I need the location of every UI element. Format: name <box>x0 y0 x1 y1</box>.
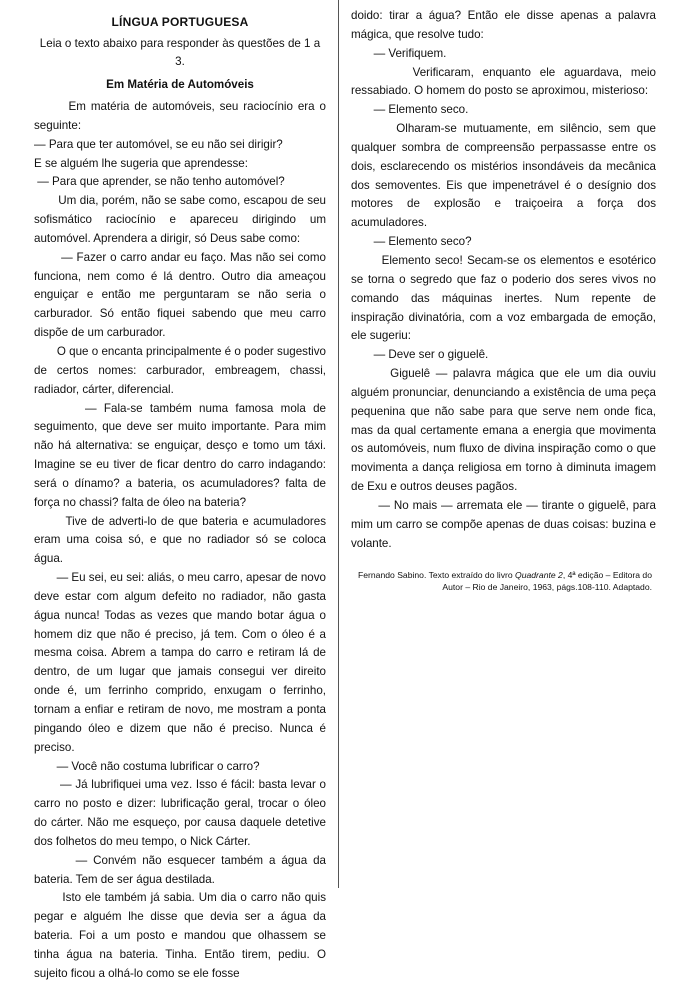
paragraph: — Eu sei, eu sei: aliás, o meu carro, apesar de novo deve estar com algum defeito no radiador, não gasta água nunca! Todas as vezes que mando botar água o homem diz que não é preciso, já tem. Com o óleo é a mesma coisa. Abrem a tampa do carro e retiram lá de dentro, de um lugar que jamais consegui ver direito onde é, um ferrinho comprido, enxugam o ferrinho, tornam a enfiar e retiram de novo, me mostram a ponta pingando óleo e dizem que não é preciso. Nunca é preciso. <box>34 571 330 754</box>
paragraph: Um dia, porém, não se sabe como, escapou de seu sofismático raciocínio e apareceu dirigindo um automóvel. Aprendera a dirigir, só Deus sabe como: <box>34 194 330 245</box>
paragraph: — Elemento seco. <box>351 103 469 117</box>
right-column <box>351 0 660 593</box>
paragraph: O que o encanta principalmente é o poder sugestivo de certos nomes: carburador, embreagem, chassi, radiador, cárter, diferencial. <box>34 344 330 396</box>
paragraph: — Para que ter automóvel, se eu não sei dirigir? <box>34 137 283 151</box>
text-title: Em Matéria de Automóveis <box>106 78 254 91</box>
paragraph: — Fazer o carro andar eu faço. Mas não sei como funciona, nem como é lá dentro. Outro dia ameaçou enguiçar e então me perguntaram se não seria o carburador. Só então fiquei sabendo que meu carro dispõe de um carburador. <box>34 250 330 340</box>
paragraph: Verificaram, enquanto ele aguardava, meio ressabiado. O homem do posto se aproximou, misterioso: <box>351 65 660 98</box>
paragraph: Olharam-se mutuamente, em silêncio, sem que qualquer sombra de compreensão perpassasse entre os dois, esclarecendo os mistérios insondáveis da mecânica dos semoventes. Eis que impenetrável é o desígnio dos motores de explosão e traiçoeira a força dos acumuladores. <box>351 122 660 230</box>
right-text-body <box>351 7 660 553</box>
paragraph: — Você não costuma lubrificar o carro? <box>34 759 260 773</box>
paragraph: — No mais — arremata ele — tirante o giguelê, para mim um carro se compõe apenas de duas coisas: buzina e volante. <box>351 498 660 550</box>
page-title: LÍNGUA PORTUGUESA <box>111 15 249 29</box>
credit-publisher: , 4ª edição – Editora do Autor – Rio de Janeiro, 1963, págs.108-110. Adaptado. <box>442 570 652 593</box>
paragraph: Isto ele também já sabia. Um dia o carro não quis pegar e alguém lhe disse que devia ser a água da bateria. Foi a um posto e mandou que olhassem se tinha água na bateria. Tinha. Então tirem, pediu. O sujeito ficou a olhá-lo como se ele fosse <box>34 891 330 980</box>
paragraph: — Elemento seco? <box>351 235 472 249</box>
paragraph: E se alguém lhe sugeria que aprendesse: <box>34 156 248 170</box>
paragraph: — Para que aprender, se não tenho automóvel? <box>34 175 285 189</box>
paragraph: Tive de adverti-lo de que bateria e acumuladores eram uma coisa só, e que no radiador só se coloca água. <box>34 514 330 566</box>
paragraph: — Convém não esquecer também a água da bateria. Tem de ser água destilada. <box>34 853 330 886</box>
paragraph: doido: tirar a água? Então ele disse apenas a palavra mágica, que resolve tudo: <box>351 9 660 41</box>
paragraph: — Deve ser o giguelê. <box>351 348 489 362</box>
paragraph: — Fala-se também numa famosa mola de seguimento, que deve ser muito importante. Para mim não há alternativa: se enguiçar, desço e tomo um táxi. Imagine se eu tiver de ficar dentro do carro indagando: será o dínamo? a bateria, os acumuladores? falta de força no chassi? falta de óleo na bateria? <box>34 401 330 509</box>
column-divider <box>338 0 339 888</box>
instruction-text: Leia o texto abaixo para responder às questões de 1 a 3. <box>39 37 321 68</box>
left-text-body <box>34 98 330 984</box>
paragraph: — Verifiquem. <box>351 46 447 60</box>
credit-author: Fernando Sabino. Texto extraído do livro <box>358 570 516 581</box>
source-credit <box>351 569 652 593</box>
paragraph: — Já lubrifiquei uma vez. Isso é fácil: basta levar o carro no posto e dizer: lubrificação geral, trocar o óleo do cárter. Não me esqueço, por causa daquele detetive dos folhetos do meu tempo, o Nick Cárter. <box>34 778 330 848</box>
credit-book-title: Quadrante 2 <box>515 570 563 581</box>
left-column <box>34 0 330 984</box>
paragraph: Em matéria de automóveis, seu raciocínio era o seguinte: <box>34 100 330 132</box>
paragraph: Giguelê — palavra mágica que ele um dia ouviu alguém pronunciar, denunciando a existência de uma peça pequenina que não sabe para que serve nem onde fica, mas da qual certamente emana a energia que movimenta os automóveis, num fluxo de divina inspiração como o que movimenta a dança religiosa em torno à diminuta imagem de Exu e outros deuses pagãos. <box>351 367 660 494</box>
paragraph: Elemento seco! Secam-se os elementos e esotérico se torna o segredo que faz o poderio dos seres vivos no comando das máquinas inertes. Num repente de inspiração divinatória, com a voz embargada de emoção, ele sugeriu: <box>351 253 660 343</box>
